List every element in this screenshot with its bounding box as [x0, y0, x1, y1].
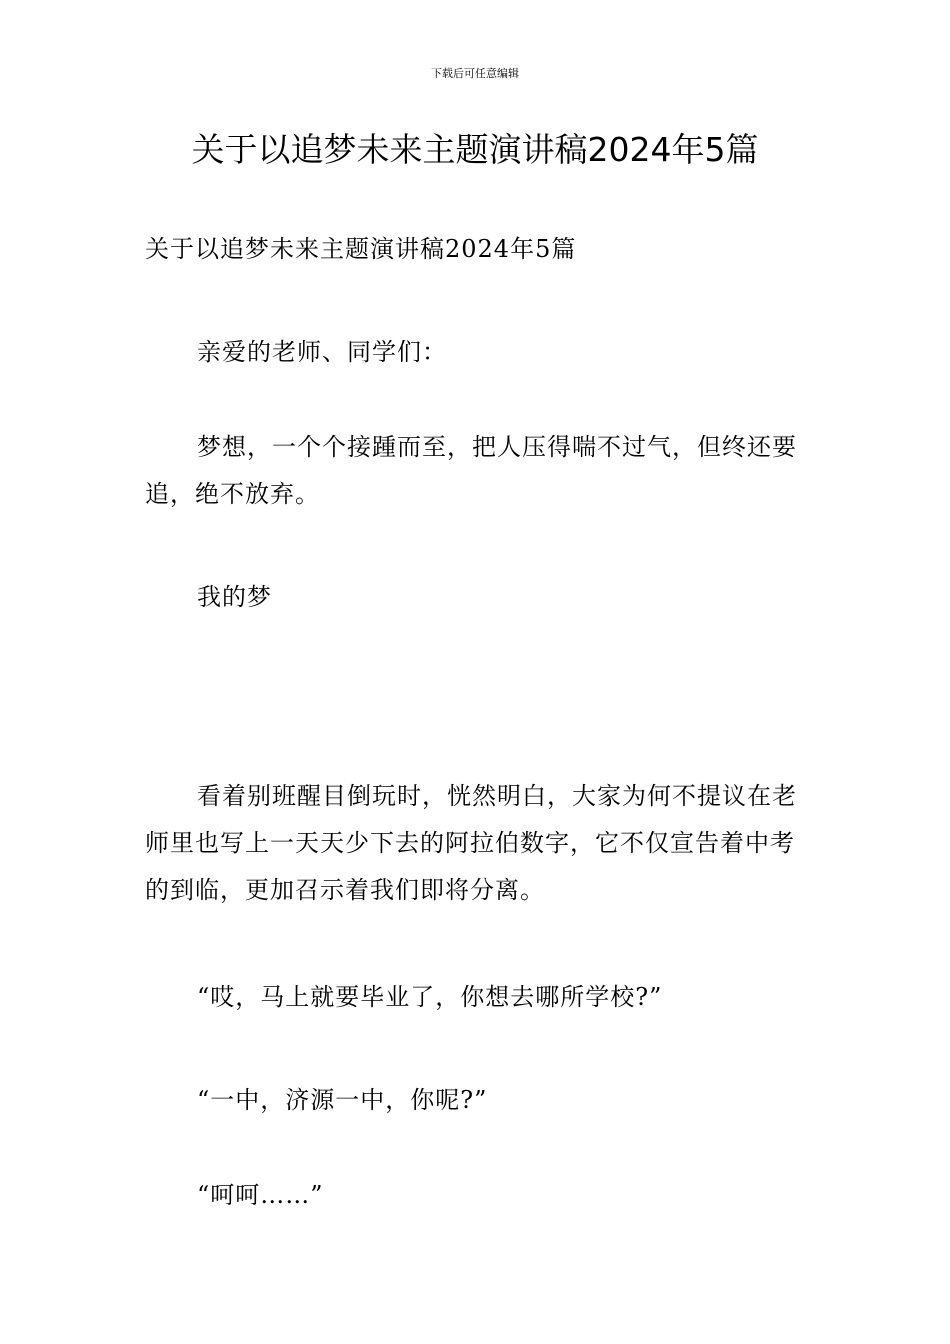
greeting-paragraph: 亲爱的老师、同学们： — [197, 338, 447, 366]
header-note: 下载后可任意编辑 — [431, 67, 519, 80]
dialogue-paragraph: “呵呵……” — [197, 1181, 324, 1209]
body-paragraph: 梦想，一个个接踵而至，把人压得喘不过气，但终还要追，绝不放弃。 — [145, 433, 797, 508]
subtitle-paragraph: 关于以追梦未来主题演讲稿2024年5篇 — [145, 235, 577, 263]
document-title: 关于以追梦未来主题演讲稿2024年5篇 — [191, 130, 759, 169]
dialogue-paragraph: “一中，济源一中，你呢?” — [197, 1086, 488, 1114]
body-paragraph: 看着别班醒目倒玩时，恍然明白，大家为何不提议在老师里也写上一天天少下去的阿拉伯数字，它不仅宣告着中考的到临，更加召示着我们即将分离。 — [145, 782, 797, 904]
dialogue-paragraph: “哎，马上就要毕业了，你想去哪所学校?” — [197, 983, 663, 1011]
section-heading: 我的梦 — [197, 583, 272, 611]
